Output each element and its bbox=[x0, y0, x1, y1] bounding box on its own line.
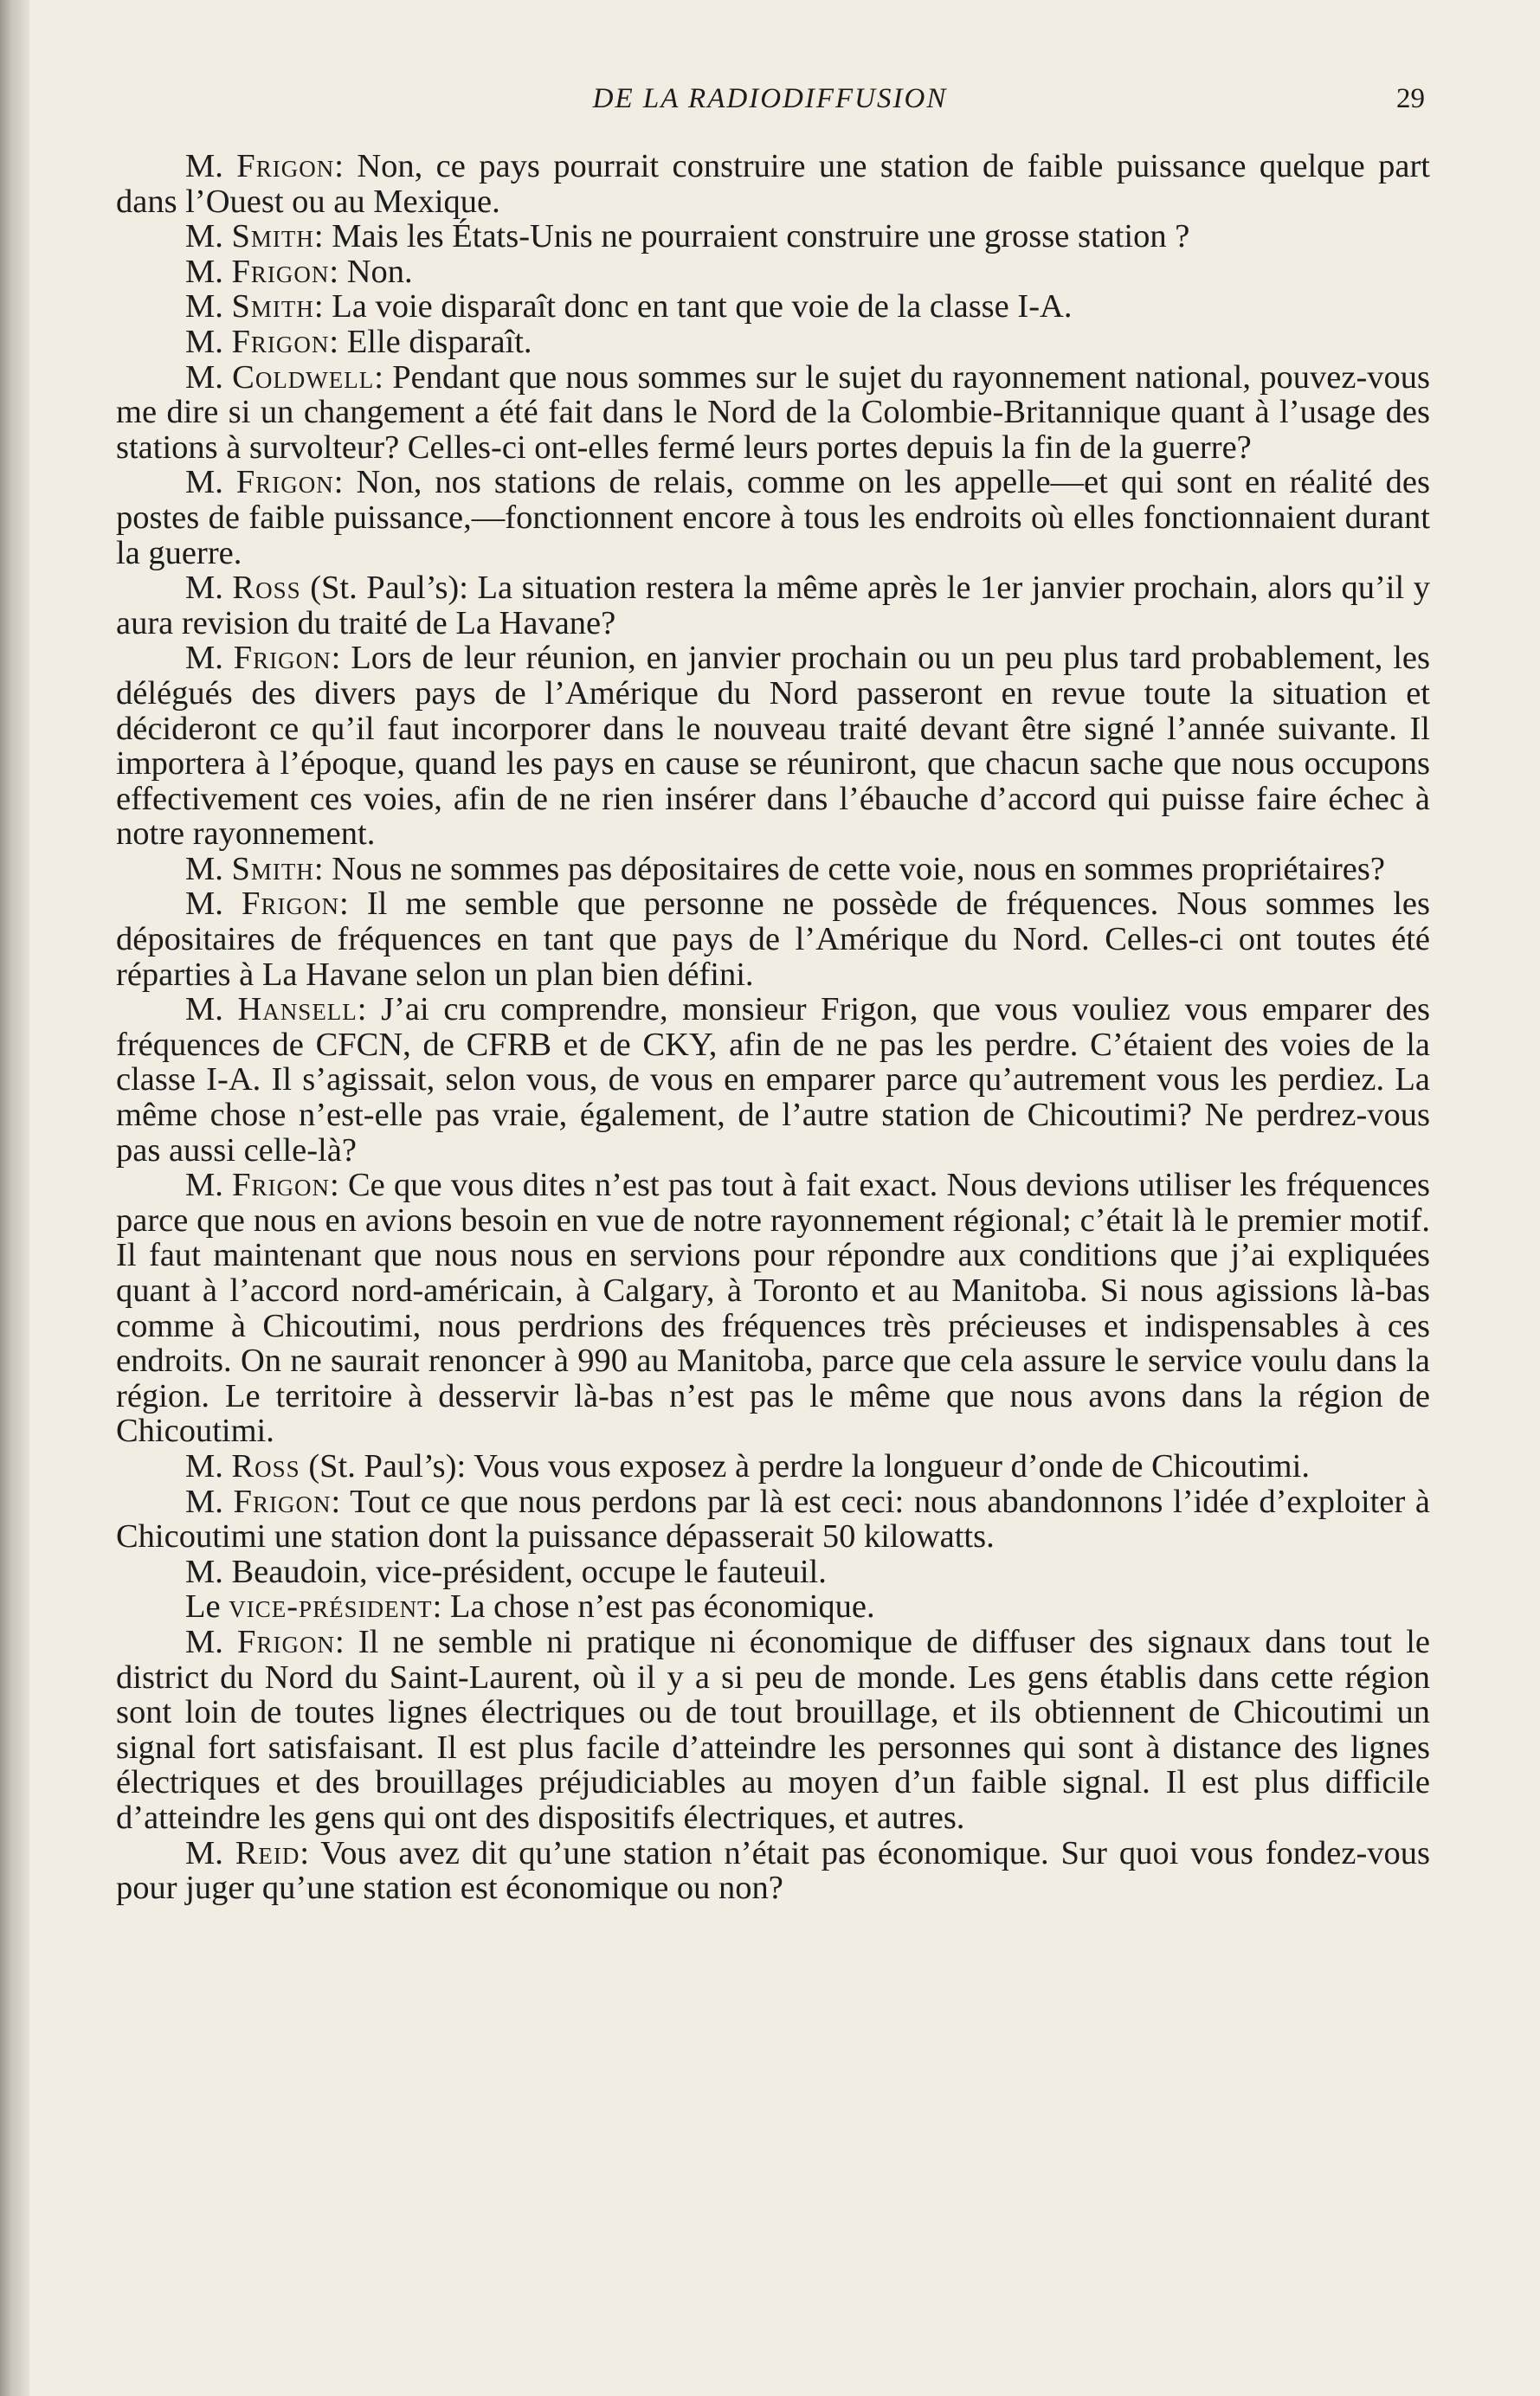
speaker-name: Ross bbox=[231, 1447, 300, 1485]
speaker-name: Frigon bbox=[231, 323, 330, 360]
paragraph-text: : La chose n’est pas économique. bbox=[432, 1588, 875, 1626]
paragraph-text: : Non, nos stations de relais, comme on les appelle—et qui sont en réalité des postes de faible puissance,—fonctionnent encore à tous les endroits où elles fonctionnaient durant la guerre. bbox=[116, 464, 1431, 571]
speaker-name: Smith bbox=[231, 288, 314, 325]
paragraph bbox=[116, 1836, 1430, 1906]
paragraph-text: : J’ai cru comprendre, monsieur Frigon, que vous vouliez vous emparer des fréquences de CFCN, de CFRB et de CKY, afin de ne pas les perdre. C’étaient des voies de la classe I-A. Il s’agissait, selon vous, de vous en emparer parce qu’autrement vous les perdiez. La même chose n’est-elle pas vraie, également, de l’autre station de Chicoutimi? Ne perdrez-vous pas aussi celle-là? bbox=[116, 991, 1431, 1169]
paragraph bbox=[116, 852, 1430, 887]
paragraph bbox=[116, 570, 1430, 641]
paragraph-text: : Il me semble que personne ne possède de fréquences. Nous sommes les dépositaires de fréquences en tant que pays de l’Amérique du Nord. Celles-ci ont toutes été réparties à La Havane selon un plan bien défini. bbox=[116, 886, 1430, 993]
speaker-name: Frigon bbox=[233, 1483, 332, 1520]
body-text bbox=[116, 149, 1430, 1906]
paragraph-text: : Tout ce que nous perdons par là est ceci: nous abandonnons l’idée d’exploiter à Chicoutimi une station dont la puissance dépasserait 50 kilowatts. bbox=[116, 1483, 1431, 1555]
speaker-prefix: M. bbox=[185, 323, 232, 360]
paragraph-text: : Vous avez dit qu’une station n’était pas économique. Sur quoi vous fondez-vous pour juger qu’une station est économique ou non? bbox=[116, 1834, 1430, 1907]
paragraph bbox=[116, 289, 1430, 325]
paragraph bbox=[116, 886, 1430, 992]
speaker-name: Frigon bbox=[233, 640, 332, 677]
speaker-name: Frigon bbox=[236, 148, 335, 184]
paragraph bbox=[116, 325, 1430, 360]
paragraph bbox=[116, 254, 1430, 290]
speaker-prefix: M. bbox=[185, 1447, 232, 1485]
paragraph bbox=[116, 219, 1430, 254]
speaker-prefix: M. bbox=[185, 358, 233, 396]
speaker-name: Frigon bbox=[231, 253, 330, 290]
paragraph-text: : Il ne semble ni pratique ni économique de diffuser des signaux dans tout le district du Nord du Saint-Laurent, où il y a si peu de monde. Les gens établis dans cette région sont loin de toutes lignes électriques ou de tout brouillage, et ils obtiennent de Chicoutimi un signal fort satisfaisant. Il est plus facile d’atteindre les personnes qui sont à distance des lignes électriques et des brouillages préjudiciables au moyen d’un faible signal. Il est plus difficile d’atteindre les gens qui ont des dispositifs électriques, et autres. bbox=[116, 1623, 1430, 1836]
speaker-prefix: M. bbox=[185, 464, 236, 501]
speaker-prefix: M. bbox=[185, 886, 242, 923]
speaker-name: vice-président bbox=[229, 1588, 433, 1626]
speaker-riding: (St. Paul’s) bbox=[300, 570, 460, 607]
paragraph-text: : Lors de leur réunion, en janvier prochain ou un peu plus tard probablement, les délégués des divers pays de l’Amérique du Nord passeront en revue toute la situation et décideront ce qu’il faut incorporer dans le nouveau traité devant être signé l’année suivante. Il importera à l’époque, quand les pays en cause se réuniront, que chacun sache que nous occupons effectivement ces voies, afin de ne rien insérer dans l’ébauche d’accord qui puisse faire échec à notre rayonnement. bbox=[116, 640, 1430, 853]
speaker-prefix: M. bbox=[185, 288, 232, 325]
page-binding-edge bbox=[0, 0, 29, 2396]
paragraph-text: : La situation restera la même après le 1er janvier prochain, alors qu’il y aura revision du traité de La Havane? bbox=[116, 570, 1430, 641]
paragraph-text: : Non, ce pays pourrait construire une station de faible puissance quelque part dans l’Ouest ou au Mexique. bbox=[116, 148, 1430, 220]
speaker-prefix: M. bbox=[185, 218, 232, 255]
paragraph bbox=[116, 465, 1430, 570]
paragraph-text: : Vous vous exposez à perdre la longueur d’onde de Chicoutimi. bbox=[456, 1447, 1310, 1485]
paragraph bbox=[116, 992, 1430, 1168]
speaker-prefix: M. bbox=[185, 1834, 235, 1871]
speaker-name: Frigon bbox=[237, 1623, 335, 1660]
paragraph-text: : Non. bbox=[329, 253, 413, 290]
speaker-riding: (St. Paul’s) bbox=[300, 1447, 457, 1485]
speaker-name: Hansell bbox=[237, 991, 358, 1028]
speaker-name: Smith bbox=[231, 218, 314, 255]
speaker-name: Frigon bbox=[232, 1167, 331, 1204]
speaker-prefix: M. bbox=[185, 148, 237, 184]
paragraph-text: : Elle disparaît. bbox=[329, 323, 532, 360]
paragraph bbox=[116, 1555, 1430, 1590]
speaker-name: Frigon bbox=[235, 464, 334, 501]
speaker-prefix: M. bbox=[185, 850, 232, 887]
speaker-name: Frigon bbox=[242, 886, 339, 923]
speaker-prefix: Le bbox=[185, 1588, 229, 1626]
paragraph-text: : Pendant que nous sommes sur le sujet du rayonnement national, pouvez-vous me dire si un changement a été fait dans le Nord de la Colombie-Britannique quant à l’usage des stations à survolteur? Celles-ci ont-elles fermé leurs portes depuis la fin de la guerre? bbox=[116, 358, 1430, 466]
speaker-prefix: M. bbox=[185, 570, 233, 607]
paragraph bbox=[116, 1449, 1430, 1485]
speaker-name: Reid bbox=[235, 1834, 300, 1871]
speaker-prefix: M. bbox=[185, 1623, 238, 1660]
paragraph bbox=[116, 149, 1430, 219]
paragraph-text: : Nous ne sommes pas dépositaires de cette voie, nous en sommes propriétaires? bbox=[313, 850, 1385, 887]
paragraph-text: : La voie disparaît donc en tant que voie de la classe I-A. bbox=[313, 288, 1073, 325]
paragraph-text: : Ce que vous dites n’est pas tout à fait exact. Nous devions utiliser les fréquences parce que nous en avions besoin en vue de notre rayonnement régional; c’était là le premier motif. Il faut maintenant que nous nous en servions pour répondre aux conditions que j’ai expliquées quant à l’accord nord-américain, à Calgary, à Toronto et au Manitoba. Si nous agissions là-bas comme à Chicoutimi, nous perdrions des fréquences très précieuses et indispensables à ces endroits. On ne saurait renoncer à 990 au Manitoba, parce que cela assure le service voulu dans la région. Le territoire à desservir là-bas n’est pas le même que nous avons dans la région de Chicoutimi. bbox=[116, 1167, 1430, 1450]
running-head: DE LA RADIODIFFUSION bbox=[592, 83, 948, 114]
page-number: 29 bbox=[1396, 83, 1425, 114]
paragraph bbox=[116, 641, 1430, 852]
speaker-prefix: M. bbox=[185, 253, 232, 290]
paragraph-text: M. Beaudoin, vice-président, occupe le fauteuil. bbox=[185, 1553, 827, 1590]
paragraph bbox=[116, 1168, 1430, 1449]
speaker-prefix: M. bbox=[185, 640, 234, 677]
speaker-prefix: M. bbox=[185, 991, 238, 1028]
paragraph-text: : Mais les États-Unis ne pourraient construire une grosse station ? bbox=[313, 218, 1190, 255]
paragraph bbox=[116, 1589, 1430, 1625]
paragraph bbox=[116, 1485, 1430, 1555]
speaker-name: Coldwell bbox=[232, 358, 375, 396]
speaker-name: Smith bbox=[231, 850, 314, 887]
speaker-prefix: M. bbox=[185, 1483, 234, 1520]
speaker-prefix: M. bbox=[185, 1167, 233, 1204]
page-header bbox=[0, 83, 1540, 126]
paragraph bbox=[116, 360, 1430, 466]
paragraph bbox=[116, 1625, 1430, 1836]
speaker-name: Ross bbox=[232, 570, 301, 607]
